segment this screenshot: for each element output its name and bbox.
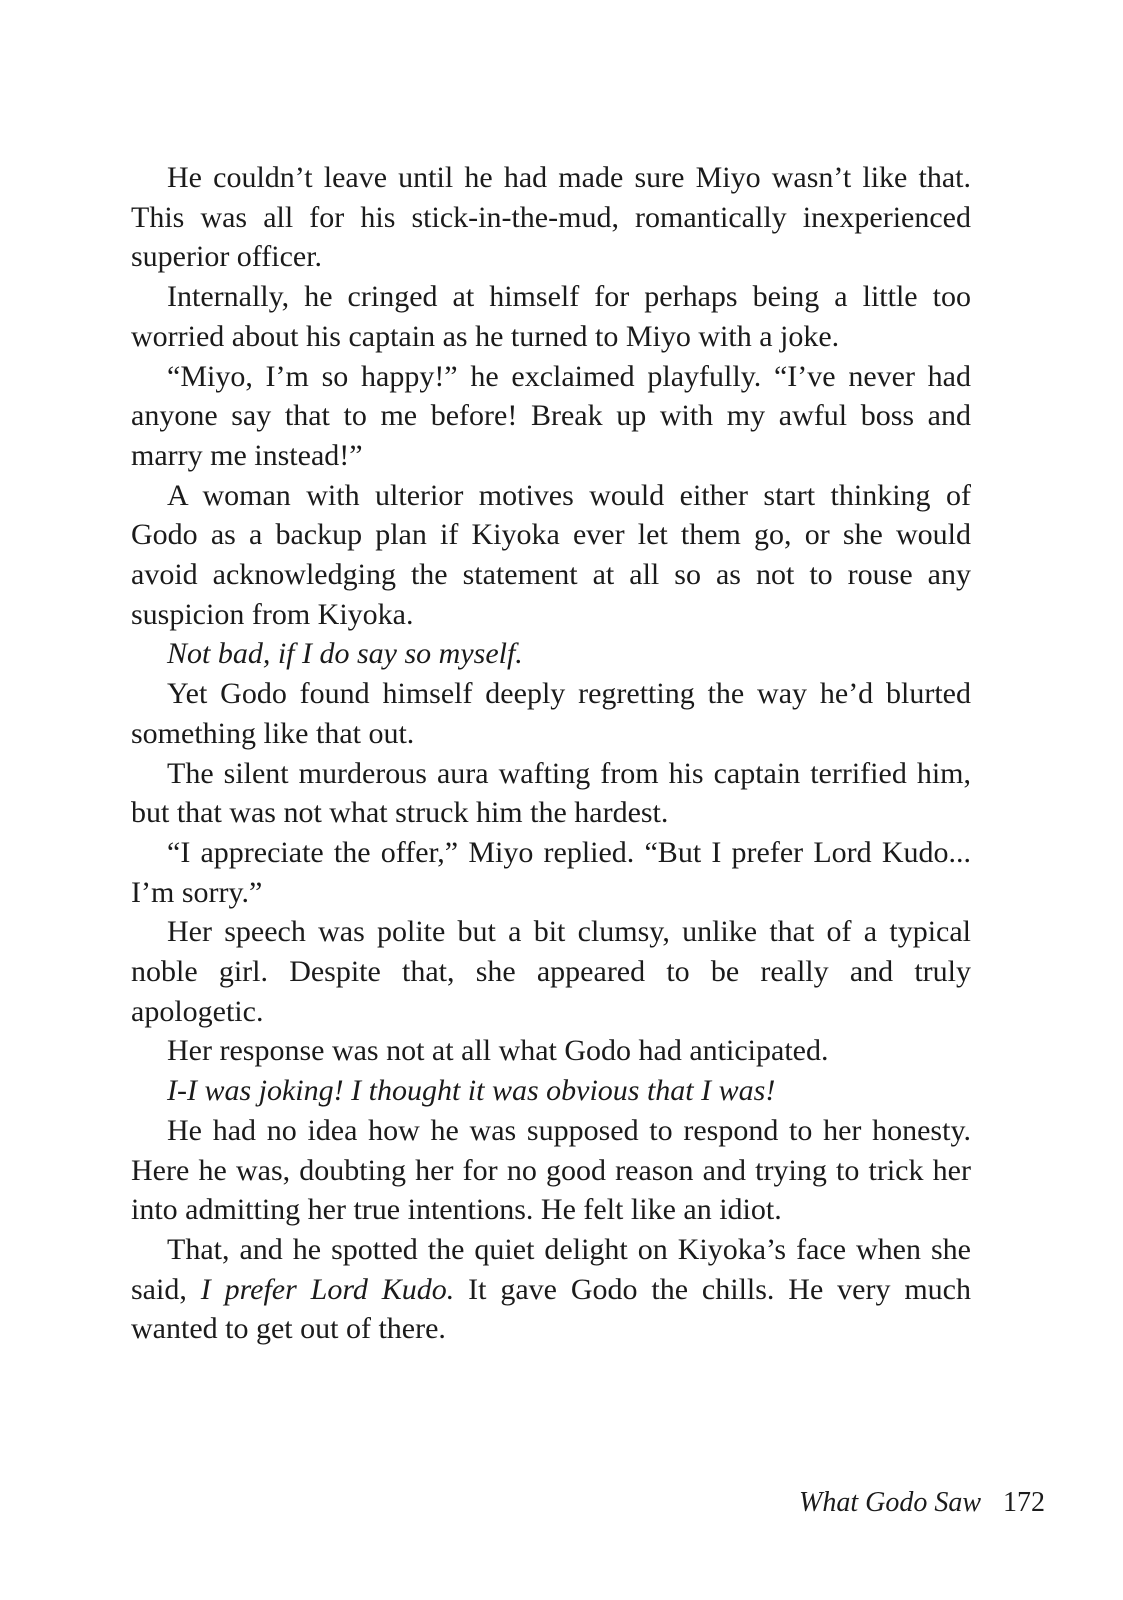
paragraph-7: The silent murderous aura wafting from his captain terrified him, but that was not what struck him the hardest.	[131, 756, 971, 830]
paragraph-11-thought: I-I was joking! I thought it was obvious that I was!	[167, 1074, 776, 1108]
paragraph-10: Her response was not at all what Godo had anticipated.	[167, 1034, 829, 1068]
paragraph-13-emphasis: I prefer Lord Kudo.	[200, 1272, 455, 1306]
paragraph-2: Internally, he cringed at himself for perhaps being a little too worried about his captain as he turned to Miyo with a joke.	[131, 280, 971, 353]
paragraph-13-before: That, and he spotted the quiet delight on Kiyoka’s face when she said,	[131, 1232, 971, 1306]
paragraph-4: A woman with ulterior motives would either start thinking of Godo as a backup plan if Kiyoka ever let them go, or she would avoid acknowledging the statement at all so as not to rouse any suspicion from Kiyoka.	[131, 478, 971, 631]
paragraph-6: Yet Godo found himself deeply regretting the way he’d blurted something like that out.	[131, 677, 971, 750]
paragraph-13	[131, 1230, 971, 1349]
paragraph-1: He couldn’t leave until he had made sure Miyo wasn’t like that. This was all for his stick-in-the-mud, romantically inexperienced superior officer.	[131, 161, 971, 274]
paragraph-8: “I appreciate the offer,” Miyo replied. “But I prefer Lord Kudo... I’m sorry.”	[131, 835, 971, 909]
page-number: 172	[1003, 1487, 1045, 1518]
paragraph-5-thought: Not bad, if I do say so myself.	[167, 637, 523, 671]
page-footer	[799, 1486, 1045, 1520]
paragraph-13-after: It gave Godo the chills. He very much wanted to get out of there.	[131, 1272, 971, 1346]
body-text	[131, 158, 971, 1349]
paragraph-12: He had no idea how he was supposed to respond to her honesty. Here he was, doubting her for no good reason and trying to trick her into admitting her true intentions. He felt like an idiot.	[131, 1113, 971, 1227]
paragraph-3: “Miyo, I’m so happy!” he exclaimed playfully. “I’ve never had anyone say that to me before! Break up with my awful boss and marry me instead!”	[131, 359, 971, 472]
paragraph-9: Her speech was polite but a bit clumsy, unlike that of a typical noble girl. Despite that, she appeared to be really and truly apologetic.	[131, 915, 971, 1028]
running-title: What Godo Saw	[799, 1487, 981, 1518]
